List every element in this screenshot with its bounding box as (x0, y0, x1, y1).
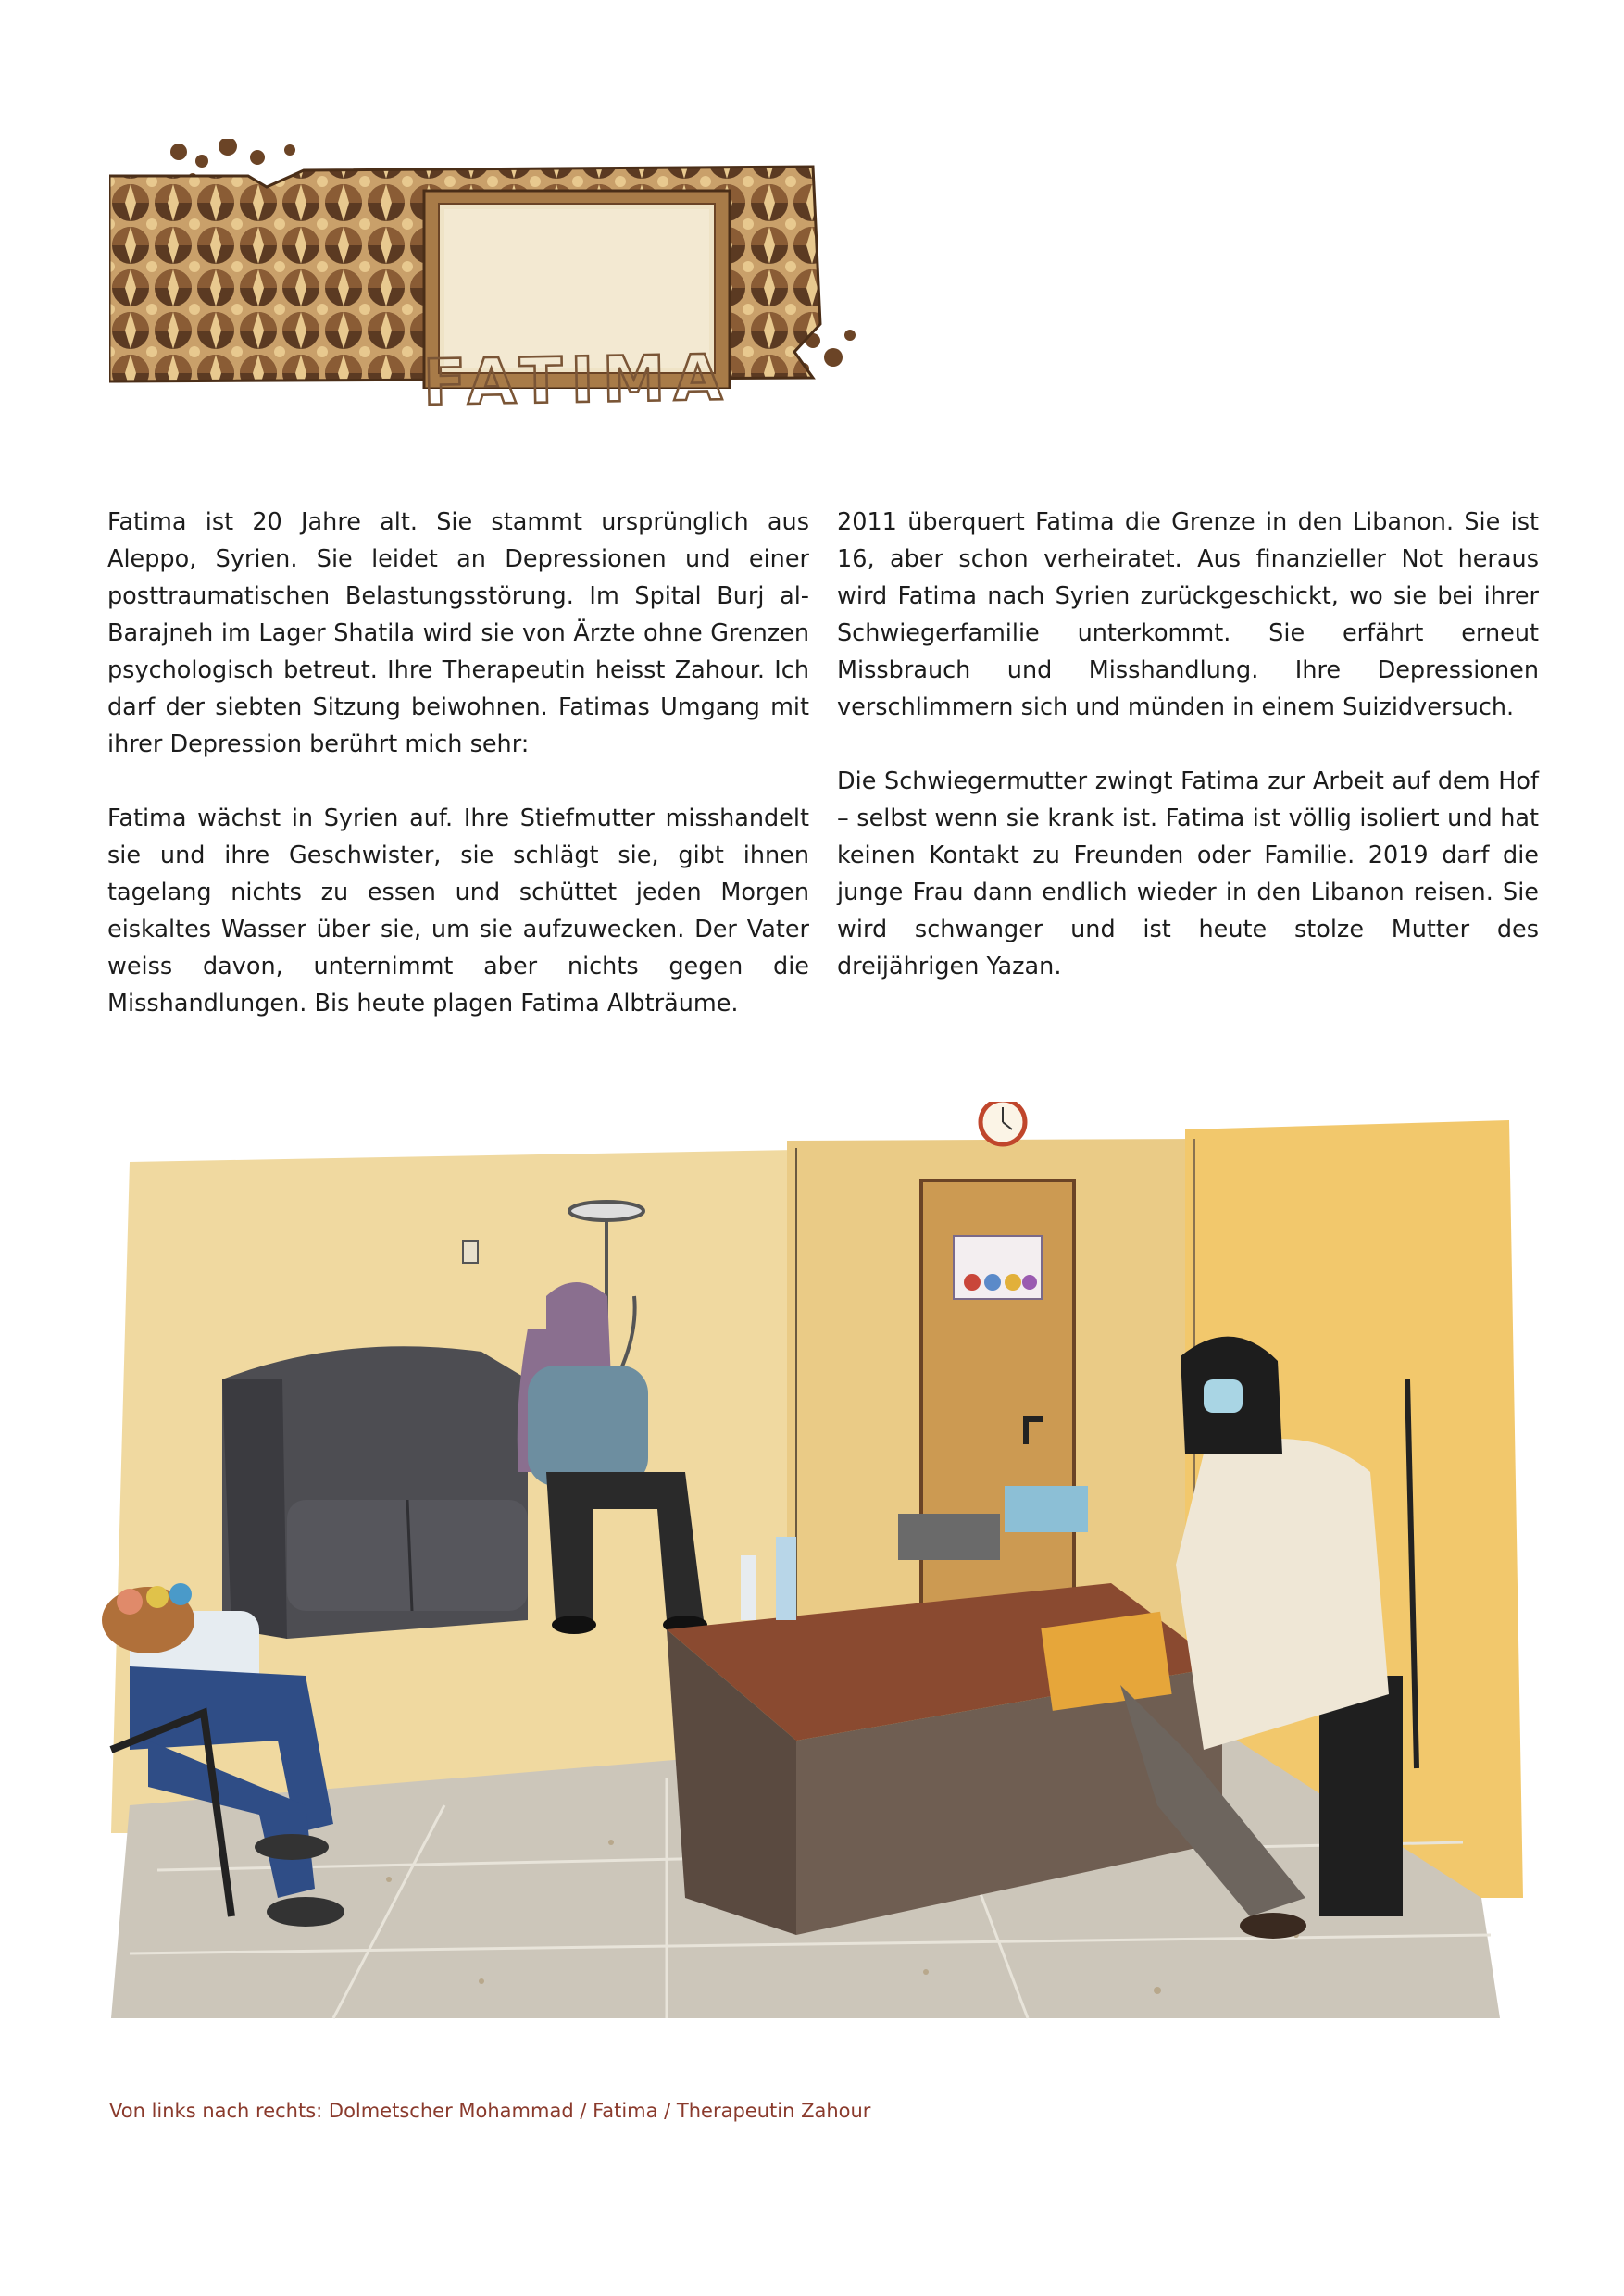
paragraph: 2011 überquert Fatima die Grenze in den Libanon. Sie ist 16, aber schon verheiratet. Aus finanzieller Not heraus wird Fatima nach Syrien zurückgeschickt, wo sie bei ihrer Schwiegerfamilie unterkommt. Sie erfährt erneut Missbrauch und Misshandlung. Ihre Depressionen verschlimmern sich und münden in einem Suizidversuch. (837, 508, 1539, 721)
therapy-room-illustration (93, 1102, 1537, 2028)
text-column-left (107, 504, 809, 1059)
paragraph: Fatima ist 20 Jahre alt. Sie stammt ursprünglich aus Aleppo, Syrien. Sie leidet an Depressionen und einer posttraumatischen Belastungsstörung. Im Spital Burj al-Barajneh im Lager Shatila wird sie von Ärzte ohne Grenzen psychologisch betreut. Ihre Therapeutin heisst Zahour. Ich darf der siebten Sitzung beiwohnen. Fatimas Umgang mit ihrer Depression berührt mich sehr: (107, 508, 809, 758)
image-caption: Von links nach rechts: Dolmetscher Mohammad / Fatima / Therapeutin Zahour (109, 2100, 871, 2122)
page-title: FATIMA (422, 342, 731, 420)
paragraph: Die Schwiegermutter zwingt Fatima zur Arbeit auf dem Hof – selbst wenn sie krank ist. Fatima ist völlig isoliert und hat keinen Kontakt zu Freunden oder Familie. 2019 darf die junge Frau dann endlich wieder in den Libanon reisen. Sie wird schwanger und ist heute stolze Mutter des dreijährigen Yazan. (837, 767, 1539, 980)
therapy-room-drawing (93, 1102, 1537, 2028)
paragraph: Fatima wächst in Syrien auf. Ihre Stiefmutter misshandelt sie und ihre Geschwister, sie schlägt sie, gibt ihnen tagelang nichts zu essen und schüttet jeden Morgen eiskaltes Wasser über sie, um sie aufzuwecken. Der Vater weiss davon, unternimmt aber nichts gegen die Misshandlungen. Bis heute plagen Fatima Albträume. (107, 805, 809, 1017)
clock-icon (981, 1102, 1025, 1144)
door (921, 1180, 1074, 1639)
sofa (222, 1346, 528, 1639)
title-banner (109, 139, 868, 420)
text-column-right (837, 504, 1539, 1022)
title-plaque (422, 296, 731, 466)
